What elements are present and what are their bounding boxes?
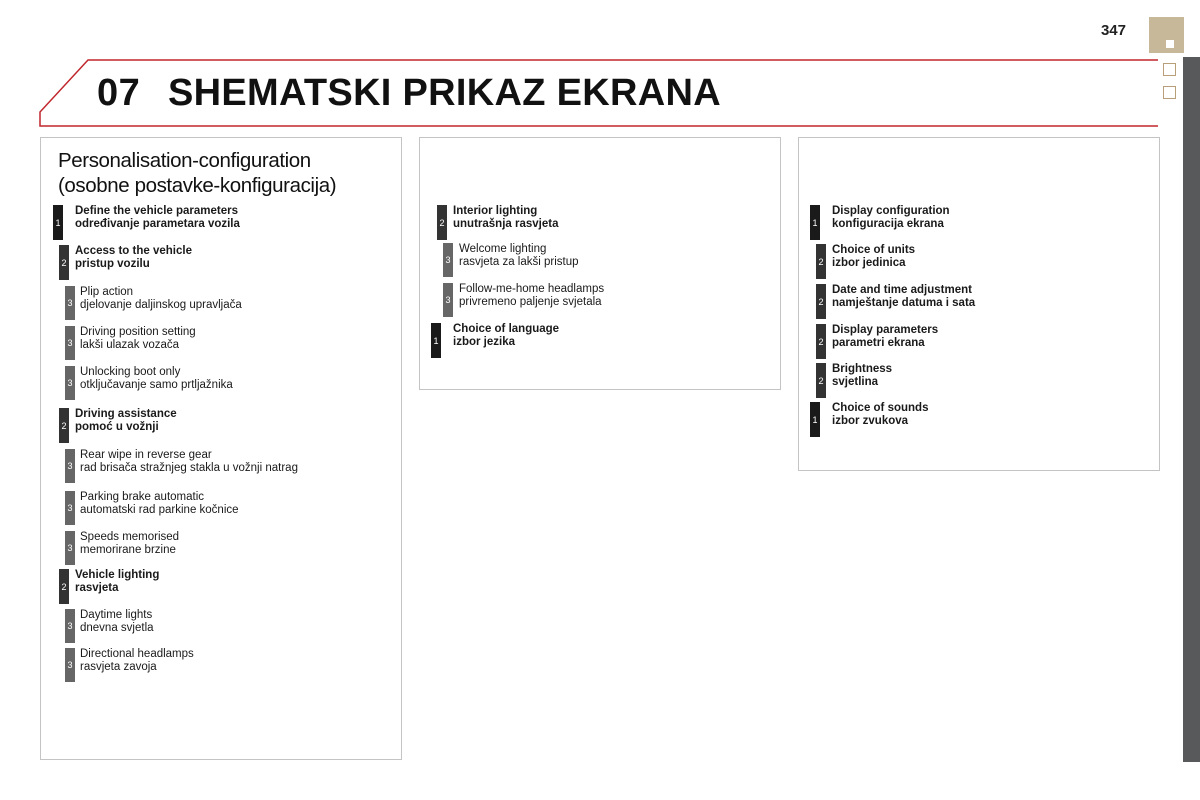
entry-hr: izbor jezika [453, 335, 515, 348]
panel-title [58, 148, 336, 198]
level-badge: 2 [816, 284, 826, 319]
panel-personalisation [40, 137, 402, 760]
entry-en: Unlocking boot only [80, 366, 181, 378]
entry-text [80, 491, 239, 516]
entry-hr: dnevna svjetla [80, 621, 154, 634]
menu-entry [65, 648, 194, 682]
level-badge: 3 [65, 491, 75, 525]
menu-entry [443, 243, 579, 277]
menu-entry [53, 205, 240, 240]
entry-hr: konfiguracija ekrana [832, 217, 944, 230]
entry-en: Display parameters [832, 324, 939, 336]
entry-en: Plip action [80, 286, 134, 298]
menu-entry [59, 245, 192, 280]
entry-en: Display configuration [832, 205, 950, 217]
level-badge: 3 [443, 283, 453, 317]
menu-entry [65, 531, 179, 565]
menu-entry [65, 326, 196, 360]
menu-entry [437, 205, 558, 240]
menu-entry [443, 283, 604, 317]
entry-text [832, 402, 928, 427]
entry-text [80, 286, 242, 311]
menu-entry [65, 491, 239, 525]
entry-text [453, 205, 558, 230]
entry-en: Choice of sounds [832, 402, 929, 414]
entry-en: Parking brake automatic [80, 491, 205, 503]
level-badge: 2 [59, 245, 69, 280]
level-badge: 1 [810, 402, 820, 437]
level-badge: 2 [816, 244, 826, 279]
entry-en: Vehicle lighting [75, 569, 160, 581]
panel-title-line: (osobne postavke-konfiguracija) [58, 174, 337, 197]
panel-display-sounds [798, 137, 1160, 471]
entry-hr: privremeno paljenje svjetala [459, 295, 602, 308]
entry-en: Daytime lights [80, 609, 153, 621]
entry-en: Speeds memorised [80, 531, 180, 543]
level-badge: 3 [65, 609, 75, 643]
entry-hr: rasvjeta za lakši pristup [459, 255, 579, 268]
level-badge: 1 [810, 205, 820, 240]
level-badge: 3 [65, 286, 75, 320]
entry-text [459, 243, 579, 268]
entry-en: Driving position setting [80, 326, 196, 338]
panel-lighting-language [419, 137, 781, 390]
level-badge: 3 [65, 648, 75, 682]
entry-en: Rear wipe in reverse gear [80, 449, 212, 461]
entry-text [75, 569, 159, 594]
level-badge: 3 [65, 326, 75, 360]
level-badge: 3 [65, 531, 75, 565]
menu-entry [816, 284, 975, 319]
entry-hr: rasvjeta [75, 581, 119, 594]
entry-en: Driving assistance [75, 408, 177, 420]
entry-text [80, 609, 154, 634]
entry-hr: otključavanje samo prtljažnika [80, 378, 233, 391]
entry-text [75, 408, 177, 433]
menu-entry [431, 323, 559, 358]
menu-entry [810, 402, 928, 437]
entry-text [80, 648, 194, 673]
entry-en: Choice of language [453, 323, 560, 335]
entry-en: Access to the vehicle [75, 245, 192, 257]
menu-entry [59, 408, 177, 443]
level-badge: 2 [816, 324, 826, 359]
level-badge: 2 [816, 363, 826, 398]
entry-hr: automatski rad parkine kočnice [80, 503, 239, 516]
entry-en: Brightness [832, 363, 893, 375]
entry-en: Define the vehicle parameters [75, 205, 238, 217]
entry-text [80, 366, 233, 391]
entry-text [832, 324, 938, 349]
menu-entry [65, 609, 154, 643]
entry-hr: pristup vozilu [75, 257, 150, 270]
entry-text [832, 284, 975, 309]
menu-entry [65, 366, 233, 400]
entry-hr: rad brisača stražnjeg stakla u vožnji natrag [80, 461, 298, 474]
entry-hr: rasvjeta zavoja [80, 660, 157, 673]
entry-text [80, 326, 196, 351]
page-title: SHEMATSKI PRIKAZ EKRANA [168, 72, 721, 114]
chapter-number: 07 [97, 72, 141, 114]
entry-hr: lakši ulazak vozača [80, 338, 180, 351]
level-badge: 3 [443, 243, 453, 277]
level-badge: 3 [65, 449, 75, 483]
level-badge: 1 [431, 323, 441, 358]
menu-entry [816, 244, 915, 279]
entry-text [80, 449, 298, 474]
entry-hr: memorirane brzine [80, 543, 176, 556]
level-badge: 2 [59, 569, 69, 604]
header-frame [0, 0, 1200, 140]
menu-entry [59, 569, 159, 604]
page-number: 347 [1100, 22, 1126, 39]
entry-text [453, 323, 559, 348]
menu-entry [65, 449, 298, 483]
entry-en: Date and time adjustment [832, 284, 972, 296]
level-badge: 3 [65, 366, 75, 400]
entry-hr: izbor zvukova [832, 414, 909, 427]
entry-hr: unutrašnja rasvjeta [453, 217, 559, 230]
side-strip [1183, 57, 1200, 762]
entry-text [75, 245, 192, 270]
entry-text [75, 205, 240, 230]
entry-text [459, 283, 604, 308]
menu-entry [816, 363, 892, 398]
entry-hr: djelovanje daljinskog upravljača [80, 298, 242, 311]
entry-hr: parametri ekrana [832, 336, 925, 349]
level-badge: 2 [59, 408, 69, 443]
level-badge: 1 [53, 205, 63, 240]
entry-hr: izbor jedinica [832, 256, 906, 269]
entry-en: Interior lighting [453, 205, 538, 217]
entry-text [832, 244, 915, 269]
entry-hr: svjetlina [832, 375, 879, 388]
entry-hr: određivanje parametara vozila [75, 217, 240, 230]
entry-text [80, 531, 179, 556]
entry-en: Welcome lighting [459, 243, 547, 255]
panel-title-line: Personalisation-configuration [58, 149, 311, 172]
entry-en: Choice of units [832, 244, 916, 256]
entry-en: Directional headlamps [80, 648, 194, 660]
menu-entry [816, 324, 938, 359]
entry-hr: pomoć u vožnji [75, 420, 159, 433]
entry-en: Follow-me-home headlamps [459, 283, 605, 295]
menu-entry [65, 286, 242, 320]
menu-entry [810, 205, 950, 240]
entry-hr: namještanje datuma i sata [832, 296, 976, 309]
entry-text [832, 205, 950, 230]
entry-text [832, 363, 892, 388]
level-badge: 2 [437, 205, 447, 240]
